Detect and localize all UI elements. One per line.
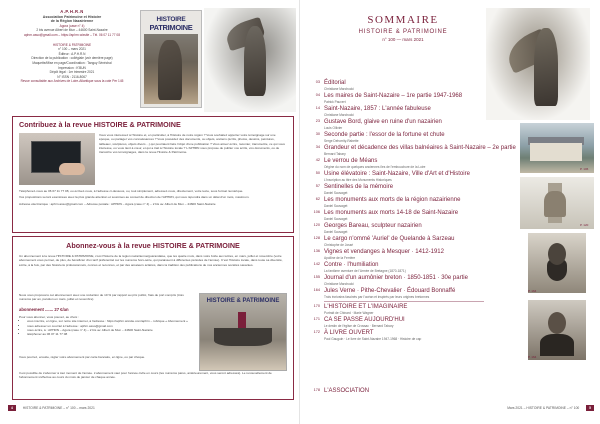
toc-title: Le cargo n'ommé 'Auriel' de Quelande à Sarzeau — [324, 236, 455, 242]
issn-line: N° ISSN : 2116-8067 — [57, 74, 87, 79]
toc-separator — [324, 301, 484, 302]
direction-line: Direction de la publication : collégiale (voir dernière page) — [31, 56, 113, 61]
subscribe-heading: Abonnez-vous à la revue HISTOIRE & PATRIMOINE — [66, 241, 240, 250]
toc-author: Paul Gauguin · Le livre de Saint-Nazaire 1947-1968 · Histoire de cap — [324, 337, 422, 341]
contact-line[interactable]: aphrn.asso@gmail.com – https://aphrn.wixsite – Tél. 06 07 11 77 08 — [24, 32, 120, 37]
toc-page: 30 — [315, 132, 320, 136]
toc-title: CA SE PASSE AUJOURD'HUI — [324, 317, 405, 323]
subscribe-how-title: Pour vous abonner, vous pouvez, au choix : — [19, 315, 80, 319]
subscribe-how — [19, 315, 189, 336]
contribute-phone: Téléphonez-nous au 06 07 11 77 08, ou écrivez-nous, à l'adresse ci-dessous, ou, tout simplement, adressez-nous, directement, votre texte, sous format numérique. — [19, 189, 244, 193]
right-footer-text: Mars 2021 – HISTOIRE & PATRIMOINE – n° 100 — [507, 406, 580, 410]
right-page-number: 5 — [586, 405, 594, 411]
toc-author: Le destin de l'église de Crossac · Bernard Tabary — [324, 324, 394, 328]
toc-page: 42 — [315, 158, 320, 162]
toc-title: Sentinelles de la mémoire — [324, 184, 394, 190]
toc-author: Daniel Sauvaget — [324, 217, 348, 221]
association-name: Association Patrimoine et Histoire — [42, 14, 102, 19]
toc-title: Georges Bareau, sculpteur nazairien — [324, 223, 422, 229]
toc-author: La fantôme aventure de l'Armée de Bretagne (1870-1871) — [324, 269, 406, 273]
subscribe-how-item: • nous écrire, à : APHRN – Agora (case n° 4) – 2 bis av. Albert de Mun – 44600 Saint-Nazaire — [27, 328, 189, 332]
toc-page: 14 — [315, 106, 320, 110]
toc-title: Seconde partie : l'essor de la fortune et chute — [324, 132, 445, 138]
toc-title: Saint-Nazaire, 1857 : L'année fabuleuse — [324, 106, 431, 112]
toc-page: 04 — [315, 93, 320, 97]
toc-title: Contre · l'humiliation — [324, 262, 379, 268]
toc-title: Le verrou de Méans — [324, 158, 378, 164]
toc-author: Christiane Marchocki — [324, 282, 354, 286]
issue-line: n° 100 – mars 2021 — [58, 47, 86, 52]
address-line: 2 bis avenue Albert de Mun – 44600 Saint-Nazaire — [36, 28, 108, 33]
toc-title: Les monuments aux morts de la région nazairienne — [324, 197, 461, 203]
subscribe-how-item[interactable]: • nous adresser un courriel à l'adresse : aphrn.asso@gmail.com — [27, 324, 189, 328]
editor-line: Éditeur : A.P.H.R.N — [58, 51, 86, 56]
sommaire-journal: HISTOIRE & PATRIMOINE — [358, 29, 448, 35]
subscribe-box — [12, 236, 294, 400]
subscribe-p4: Il est possible de s'abonner à tout moment de l'année. L'abonnement vaut pour l'année civile en cours (les numéros parus, antérieurement, vous seront adressés). Le renouvellement de l'abonnement s'effectue au cours du mois de janvier de chaque année. — [19, 371, 272, 380]
left-footer-text: HISTOIRE & PATRIMOINE – n° 100 – mars 2021 — [22, 406, 95, 410]
toc-page: 142 — [313, 262, 320, 266]
toc-author: Daniel Sauvaget — [324, 204, 348, 208]
sommaire-title: SOMMAIRE — [367, 14, 439, 26]
toc-author: Louis Ollivier — [324, 126, 343, 130]
toc-page: 171 — [313, 317, 320, 321]
cover-title-2: PATRIMOINE — [149, 23, 193, 32]
toc-title: L'ASSOCIATION — [324, 388, 370, 394]
subscribe-p2: Nous vous proposons cet abonnement avec une réduction de 10 % par rapport au prix public, frais de port compris (trois numéros par an, parution en mars, juillet et novembre) — [19, 293, 184, 302]
contribute-heading: Contribuez à la revue HISTOIRE & PATRIMOINE — [19, 120, 181, 129]
portrait-photo-1 — [528, 233, 586, 293]
subscribe-how-item: • téléphoner au 06 07 11 77 08 — [27, 332, 189, 336]
cover-thumbnail — [140, 10, 202, 108]
toc-page: 155 — [313, 275, 320, 279]
legal-line: Dépôt légal : 1er trimestre 2021 — [49, 70, 95, 75]
toc-author: Apolline de la Ferrière — [324, 256, 356, 260]
printing-line: Impression : K'BUN — [58, 65, 86, 70]
toc-author: Trois écrivains fascinés par l'océan et inspirés par leurs origines bretonnes — [324, 295, 430, 299]
toc-page: 170 — [313, 304, 320, 308]
toc-author: Christiane Marchocki — [324, 113, 354, 117]
toc-author: L'inscription au titre des Monuments Historiques — [324, 178, 392, 182]
sommaire-header — [328, 14, 478, 42]
left-footer — [8, 405, 292, 411]
toc-page: 106 — [313, 210, 320, 214]
toc-page: 178 — [313, 388, 320, 392]
photo-label: P. 120 — [580, 223, 589, 227]
right-footer — [306, 405, 594, 411]
toc-page: 128 — [313, 236, 320, 240]
layout-line: Maquette/Mise en page/Coordination : Tanguy Sénéchal — [32, 60, 112, 65]
subscribe-p1: Un abonnement à la revue HISTOIRE & PATRIMOINE, c'est l'histoire de la région nazairienne/guérandaise, que les quatre mois, dans votre boîte aux lettres, en mars, juillet et novembre (votre abonnement vous permet, de plus, de bénéficier d'un tarif préférentiel sur les numéros hors-série, qui paraissent à différentes périodes de l'année). C'est l'histoire locale, dans toute sa diversité, écrite, à la fois, par des historiens professionnels, connus et reconnus, et par des amateurs éclairés, dans la tradition des publications de nos anciennes sociétés savantes. — [19, 254, 283, 267]
contribute-details — [19, 189, 287, 208]
toc-page: 23 — [315, 119, 320, 123]
statue-photo — [204, 8, 296, 112]
right-page — [300, 0, 600, 424]
toc-title: Les maires de Saint-Nazaire – 1re partie 1947-1968 — [324, 93, 463, 99]
toc-title: Grandeur et décadence des villas balnéaires à Saint-Nazaire – 2e partie — [324, 145, 516, 151]
subscribe-price: abonnement ....... 27 €/an — [19, 307, 69, 312]
toc-page: 34 — [315, 145, 320, 149]
toc-author: Daniel Sauvaget — [324, 230, 348, 234]
toc-page: 164 — [313, 288, 320, 292]
toc-title: Usine élévatoire : Saint-Nazaire, Ville d'Art et d'Histoire — [324, 171, 470, 177]
toc-author: Christiane Marchocki — [324, 87, 354, 91]
toc-title: Jules Verne · Pithe-Chevalier · Édouard Bonnaffé — [324, 288, 456, 294]
subscribe-cover-image — [199, 293, 287, 371]
toc-page: 62 — [315, 197, 320, 201]
toc-page: 57 — [315, 184, 320, 188]
villa-photo — [520, 123, 594, 173]
org-name: A.P.H.R.N — [60, 9, 84, 14]
toc-title: Gustave Bord, glaive en ruine d'un nazairien — [324, 119, 442, 125]
agora-line: Agora (case n° 4) — [59, 23, 85, 28]
subscribe-cover-title: HISTOIRE & PATRIMOINE — [206, 298, 280, 304]
contribute-intro: Vous vous intéressez à l'histoire et, en particulier, à l'histoire de notre région ? Vous souhaitez apporter votre témoignage sur une époque, ou partager vos connaissances ? Vous possédez des documents, ou objets, anciens (écrits, photos, dessins, peintures, tableaux, sculptures, objets divers…) qui pourraient faire l'objet d'une publication ? Vous aimez écrire, raconter, transmettre, ce qui vous intéresse, ou vous tient à cœur, et qui a trait à l'histoire locale ? L'APHRN vous propose de publier vos écrits, vos documents, ou de transcrire vos témoignages, dans la revue Histoire & Patrimoine. — [99, 133, 285, 155]
portrait-photo-2 — [528, 300, 586, 360]
toc-author: Portrait de Chinard · Marie Wagner — [324, 311, 374, 315]
contribute-note: Vos propositions seront examinées avec la plus grande attention et soumises au conseil de direction de l'APHRN, qui vous répondra dans un délai d'un mois, maximum. — [19, 195, 250, 200]
toc-page: 50 — [315, 171, 320, 175]
toc-page: 136 — [313, 249, 320, 253]
photo-label: P. 164 — [528, 355, 537, 359]
cover-title-1: HISTOIRE — [156, 16, 186, 23]
association-region: de la Région Nazairienne — [50, 19, 94, 24]
photo-label: P. 164 — [528, 289, 537, 293]
contribute-addresses[interactable]: Adresse électronique : aphrn.asso@gmail.com – Adresse postale : APHRN – Agora (case n° 4) – 2 bis av. Albert de Mun – 44600 Saint-Nazaire — [19, 201, 216, 206]
toc-title: À LIVRE OUVERT — [324, 330, 374, 336]
sommaire-issue: n° 100 — mars 2021 — [382, 37, 424, 42]
toc-title: Vignes et vendanges à Mesquer · 1412-1912 — [324, 249, 444, 255]
toc-title: Éditorial — [324, 80, 346, 86]
toc-author: Bernard Tabary — [324, 152, 346, 156]
toc-page: 172 — [313, 330, 320, 334]
toc-title: Journal d'un aumônier breton · 1850-1851 · 30e partie — [324, 275, 468, 281]
toc-page: 120 — [313, 223, 320, 227]
toc-title: L'HISTOIRE ET L'IMAGINAIRE — [324, 304, 408, 310]
laptop-photo — [19, 133, 95, 185]
subscribe-how-item[interactable]: • vous inscrire, en ligne, sur notre site internet, à l'adresse : https://aphrn.wixsite.com/aphrn – rubrique « Abonnement » — [27, 319, 189, 323]
masthead — [12, 10, 132, 84]
toc-title: Les monuments aux morts 14-18 de Saint-Nazaire — [324, 210, 459, 216]
toc-author: Serge Dehorrity-Rabette — [324, 139, 359, 143]
toc-page: 03 — [315, 80, 320, 84]
toc-author: Patrick Pauvert — [324, 100, 346, 104]
cover-photo — [144, 34, 198, 104]
rights-line: Revue consultable aux Archives de Loire-Atlantique sous la cote Per 145 — [20, 79, 124, 84]
subscribe-p3: Vous pourrez, ensuite, régler votre abonnement par carte bancaire, en ligne, ou par chèque. — [19, 355, 146, 359]
monument-photo — [520, 177, 594, 229]
toc-author: Christophe de Jossé — [324, 243, 354, 247]
toc-author: Daniel Sauvaget — [324, 191, 348, 195]
contribute-box — [12, 116, 294, 233]
toc-author: Origine du nom de quelques anciennes îles de l'embouchure de la Loire — [324, 165, 426, 169]
left-page-number: 4 — [8, 405, 16, 411]
journal-name: HISTOIRE & PATRIMOINE — [52, 42, 92, 47]
photo-label: P. 106 — [580, 167, 589, 171]
